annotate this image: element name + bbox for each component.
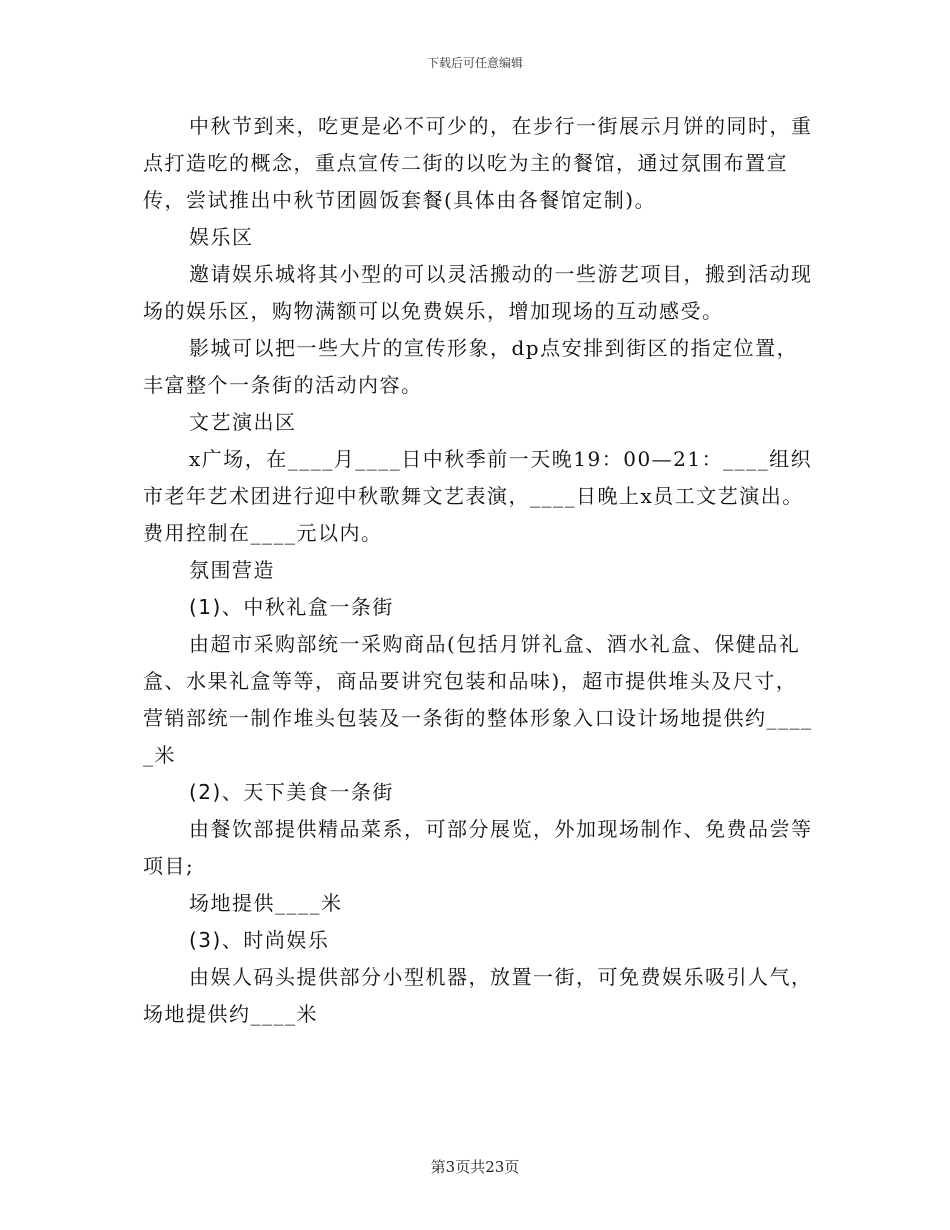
paragraph-food-street: 由餐饮部提供精品菜系，可部分展览，外加现场制作、免费品尝等项目; [143, 817, 813, 878]
paragraph-cinema: 影城可以把一些大片的宣传形象，dp点安排到街区的指定位置，丰富整个一条街的活动内容。 [143, 336, 799, 397]
heading-entertainment-area: 娱乐区 [189, 225, 254, 249]
heading-atmosphere: 氛围营造 [189, 558, 275, 582]
paragraph-performance: x广场，在____月____日中秋季前一天晚19：00—21：____组织市老年艺术团进行迎中秋歌舞文艺表演，____日晚上x员工文艺演出。费用控制在____元以内。 [143, 447, 813, 545]
paragraph-fashion-entertainment: 由娱人码头提供部分小型机器，放置一街，可免费娱乐吸引人气，场地提供约____米 [143, 965, 813, 1026]
paragraph-food-promo: 中秋节到来，吃更是必不可少的，在步行一街展示月饼的同时，重点打造吃的概念，重点宣传二街的以吃为主的餐馆，通过氛围布置宣传，尝试推出中秋节团圆饭套餐(具体由各餐馆定制)。 [143, 114, 813, 212]
heading-performance-area: 文艺演出区 [189, 410, 297, 434]
paragraph-entertainment-invite: 邀请娱乐城将其小型的可以灵活搬动的一些游艺项目，搬到活动现场的娱乐区，购物满额可以免费娱乐，增加现场的互动感受。 [143, 262, 813, 323]
page-footer: 第3页共23页 [430, 1158, 520, 1176]
page-header: 下载后可任意编辑 [426, 56, 523, 70]
heading-food-street: (2)、天下美食一条街 [189, 780, 394, 804]
heading-fashion-entertainment: (3)、时尚娱乐 [189, 928, 330, 952]
heading-gift-box-street: (1)、中秋礼盒一条街 [189, 595, 394, 619]
paragraph-food-space: 场地提供____米 [189, 891, 343, 915]
document-body [143, 108, 813, 1033]
paragraph-gift-box: 由超市采购部统一采购商品(包括月饼礼盒、酒水礼盒、保健品礼盒、水果礼盒等等，商品要讲究包装和品味)，超市提供堆头及尺寸，营销部统一制作堆头包装及一条街的整体形象入口设计场地提供约_____米 [143, 632, 813, 767]
